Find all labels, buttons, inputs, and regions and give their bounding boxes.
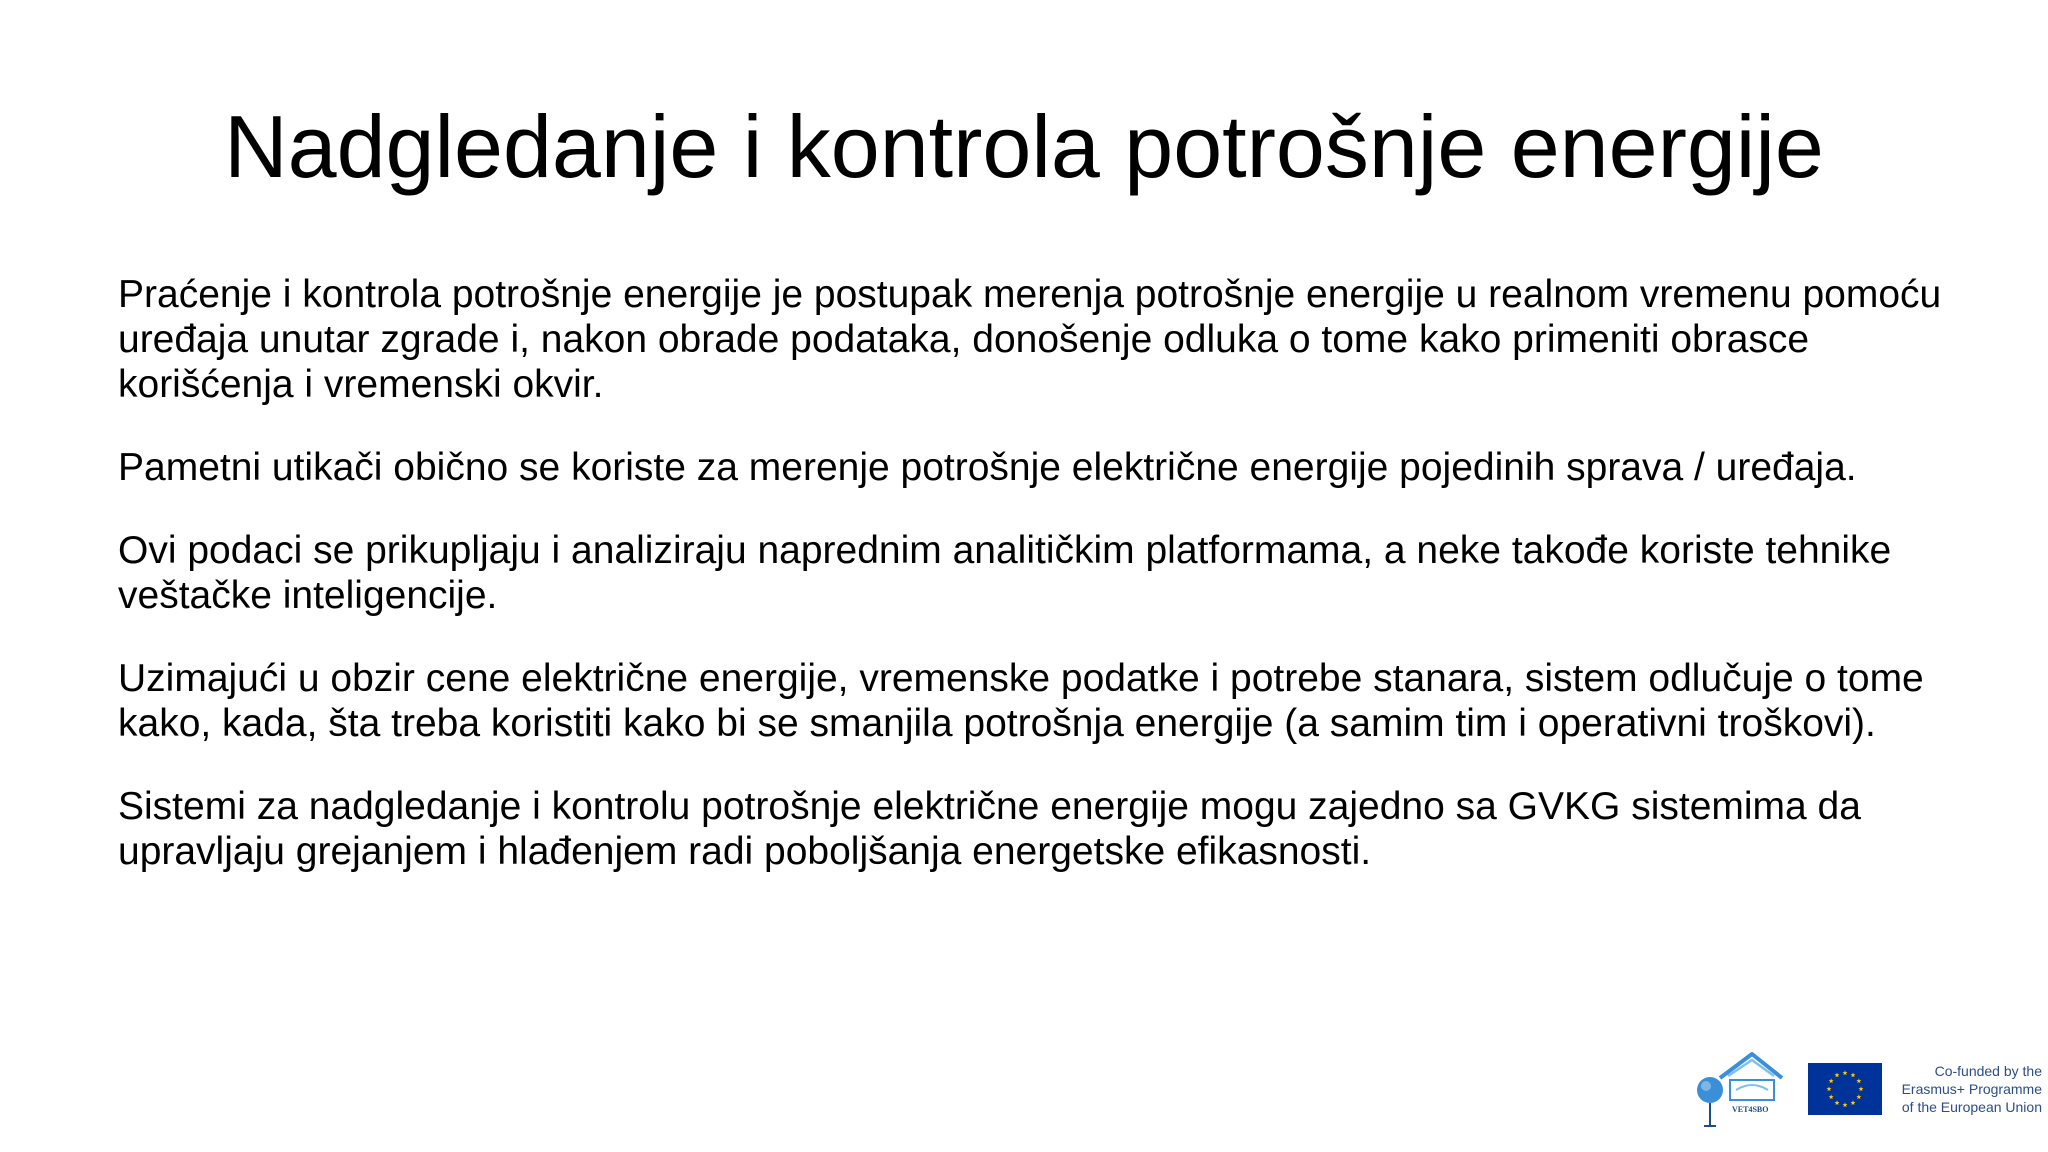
person-icon <box>1697 1077 1723 1126</box>
vet4sbo-label: VET4SBO <box>1732 1105 1769 1114</box>
slide-title: Nadgledanje i kontrola potrošnje energije <box>224 97 1824 196</box>
house-icon <box>1720 1054 1782 1100</box>
eu-flag-icon <box>1808 1063 1882 1115</box>
eu-funding-line-3: of the European Union <box>1901 1099 2042 1115</box>
vet4sbo-logo <box>1690 1046 1790 1136</box>
paragraph-5: Sistemi za nadgledanje i kontrolu potrošnje električne energije mogu zajedno sa GVKG sistemima da upravljaju grejanjem i hlađenjem radi poboljšanja energetske efikasnosti. <box>118 785 1861 873</box>
eu-funding-text <box>1888 1062 2048 1116</box>
paragraph-2: Pametni utikači obično se koriste za merenje potrošnje električne energije pojedinih sprava / uređaja. <box>118 446 1857 489</box>
eu-funding-line-1: Co-funded by the <box>1934 1063 2042 1079</box>
paragraph-1: Praćenje i kontrola potrošnje energije je postupak merenja potrošnje energije u realnom vremenu pomoću uređaja unutar zgrade i, nakon obrade podataka, donošenje odluka o tome kako primeniti obrasce korišćenja i vremenski okvir. <box>118 273 1942 406</box>
eu-funding-line-2: Erasmus+ Programme <box>1901 1081 2042 1097</box>
paragraph-4: Uzimajući u obzir cene električne energije, vremenske podatke i potrebe stanara, sistem odlučuje o tome kako, kada, šta treba koristiti kako bi se smanjila potrošnja energije (a samim tim i operativni troškovi). <box>118 657 1924 745</box>
slide-body <box>118 272 1958 874</box>
paragraph-3: Ovi podaci se prikupljaju i analiziraju naprednim analitičkim platformama, a neke takođe koriste tehnike veštačke inteligencije. <box>118 529 1892 617</box>
